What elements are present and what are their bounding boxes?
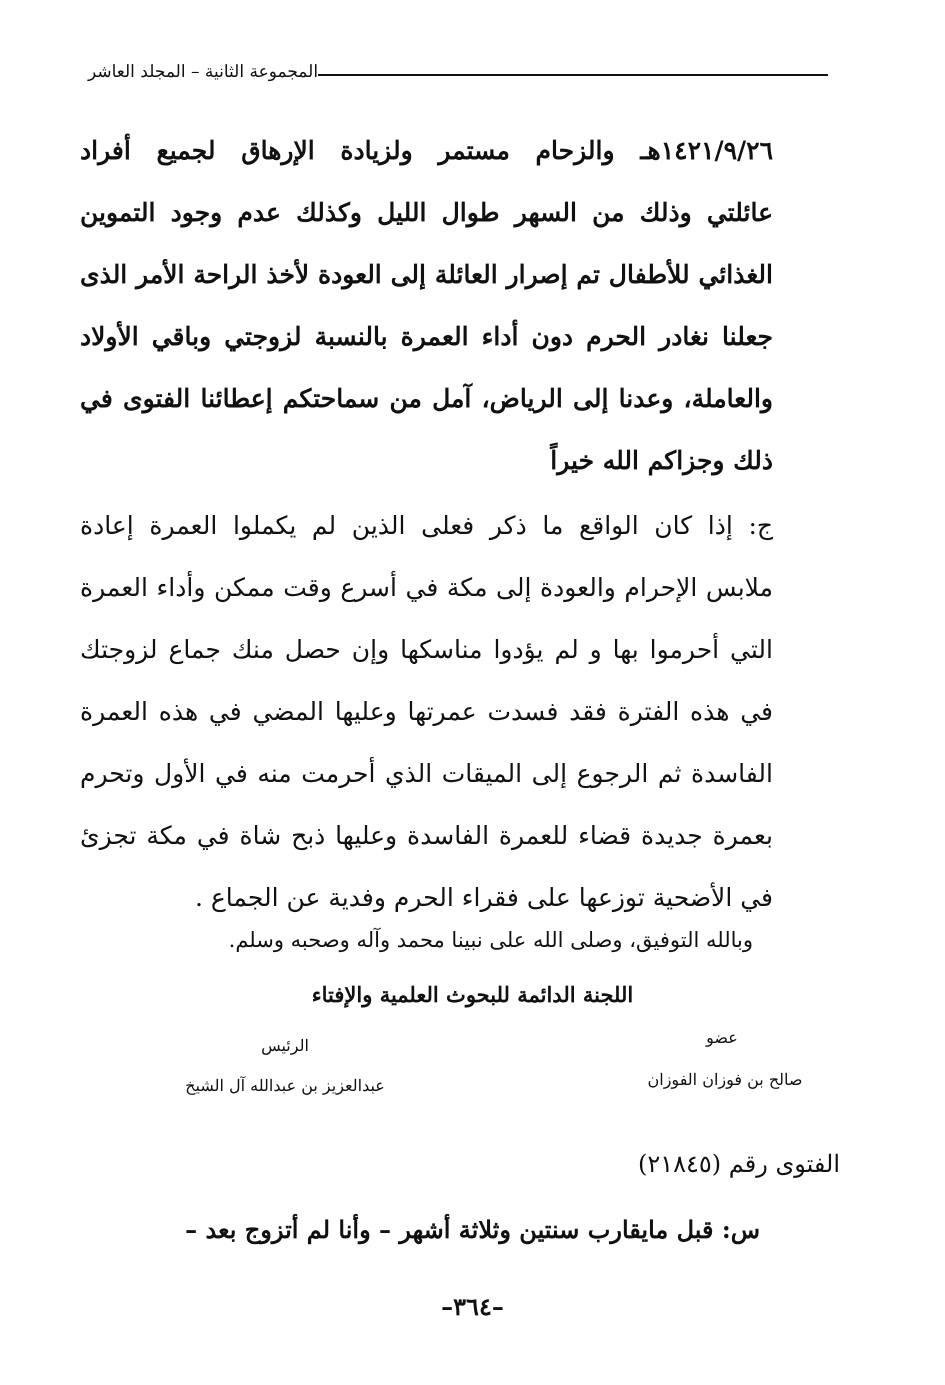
page-number: –٣٦٤– (441, 1292, 504, 1321)
member-name: صالح بن فوزان الفوزان (647, 1070, 803, 1089)
header-title: المجموعة الثانية – المجلد العاشر (88, 62, 319, 82)
fatwa-number: الفتوى رقم (٢١٨٤٥) (637, 1150, 840, 1178)
running-header (82, 62, 828, 82)
answer-line: في هذه الفترة فقد فسدت عمرتها وعليها المضي في هذه العمرة (80, 697, 773, 726)
answer-line: ج: إذا كان الواقع ما ذكر فعلى الذين لم يكملوا العمرة إعادة (80, 511, 773, 540)
closing-line: وبالله التوفيق، وصلى الله على نبينا محمد وآله وصحبه وسلم. (228, 928, 753, 952)
question-line: جعلنا نغادر الحرم دون أداء العمرة بالنسبة لزوجتي وباقي الأولاد (80, 322, 773, 351)
header-rule (318, 74, 828, 76)
question-paragraph (80, 120, 773, 492)
answer-line: التي أحرموا بها و لم يؤدوا مناسكها وإن حصل منك جماع لزوجتك (80, 635, 773, 664)
next-question: س: قبل مايقارب سنتين وثلاثة أشهر – وأنا لم أتزوج بعد – (185, 1215, 760, 1244)
answer-line: في الأضحية توزعها على فقراء الحرم وفدية عن الجماع . (194, 883, 773, 912)
question-line: عائلتي وذلك من السهر طوال الليل وكذلك عدم وجود التموين (80, 198, 773, 227)
answer-line: بعمرة جديدة قضاء للعمرة الفاسدة وعليها ذبح شاة في مكة تجزئ (80, 821, 773, 850)
answer-paragraph (80, 495, 773, 929)
question-line: والعاملة، وعدنا إلى الرياض، آمل من سماحتكم إعطائنا الفتوى في (80, 384, 773, 413)
question-line: الغذائي للأطفال تم إصرار العائلة إلى العودة لأخذ الراحة الأمر الذى (80, 260, 773, 289)
answer-line: الفاسدة ثم الرجوع إلى الميقات الذي أحرمت منه في الأول وتحرم (80, 759, 773, 788)
question-line: ١٤٢١/٩/٢٦هـ والزحام مستمر ولزيادة الإرهاق لجميع أفراد (80, 136, 773, 165)
member-role: عضو (706, 1028, 738, 1047)
question-line: ذلك وجزاكم الله خيراً (550, 446, 773, 475)
chair-name: عبدالعزيز بن عبدالله آل الشيخ (185, 1076, 385, 1095)
answer-line: ملابس الإحرام والعودة إلى مكة في أسرع وقت ممكن وأداء العمرة (80, 573, 773, 602)
committee-name: اللجنة الدائمة للبحوث العلمية والإفتاء (311, 982, 634, 1007)
chair-role: الرئيس (261, 1036, 309, 1055)
